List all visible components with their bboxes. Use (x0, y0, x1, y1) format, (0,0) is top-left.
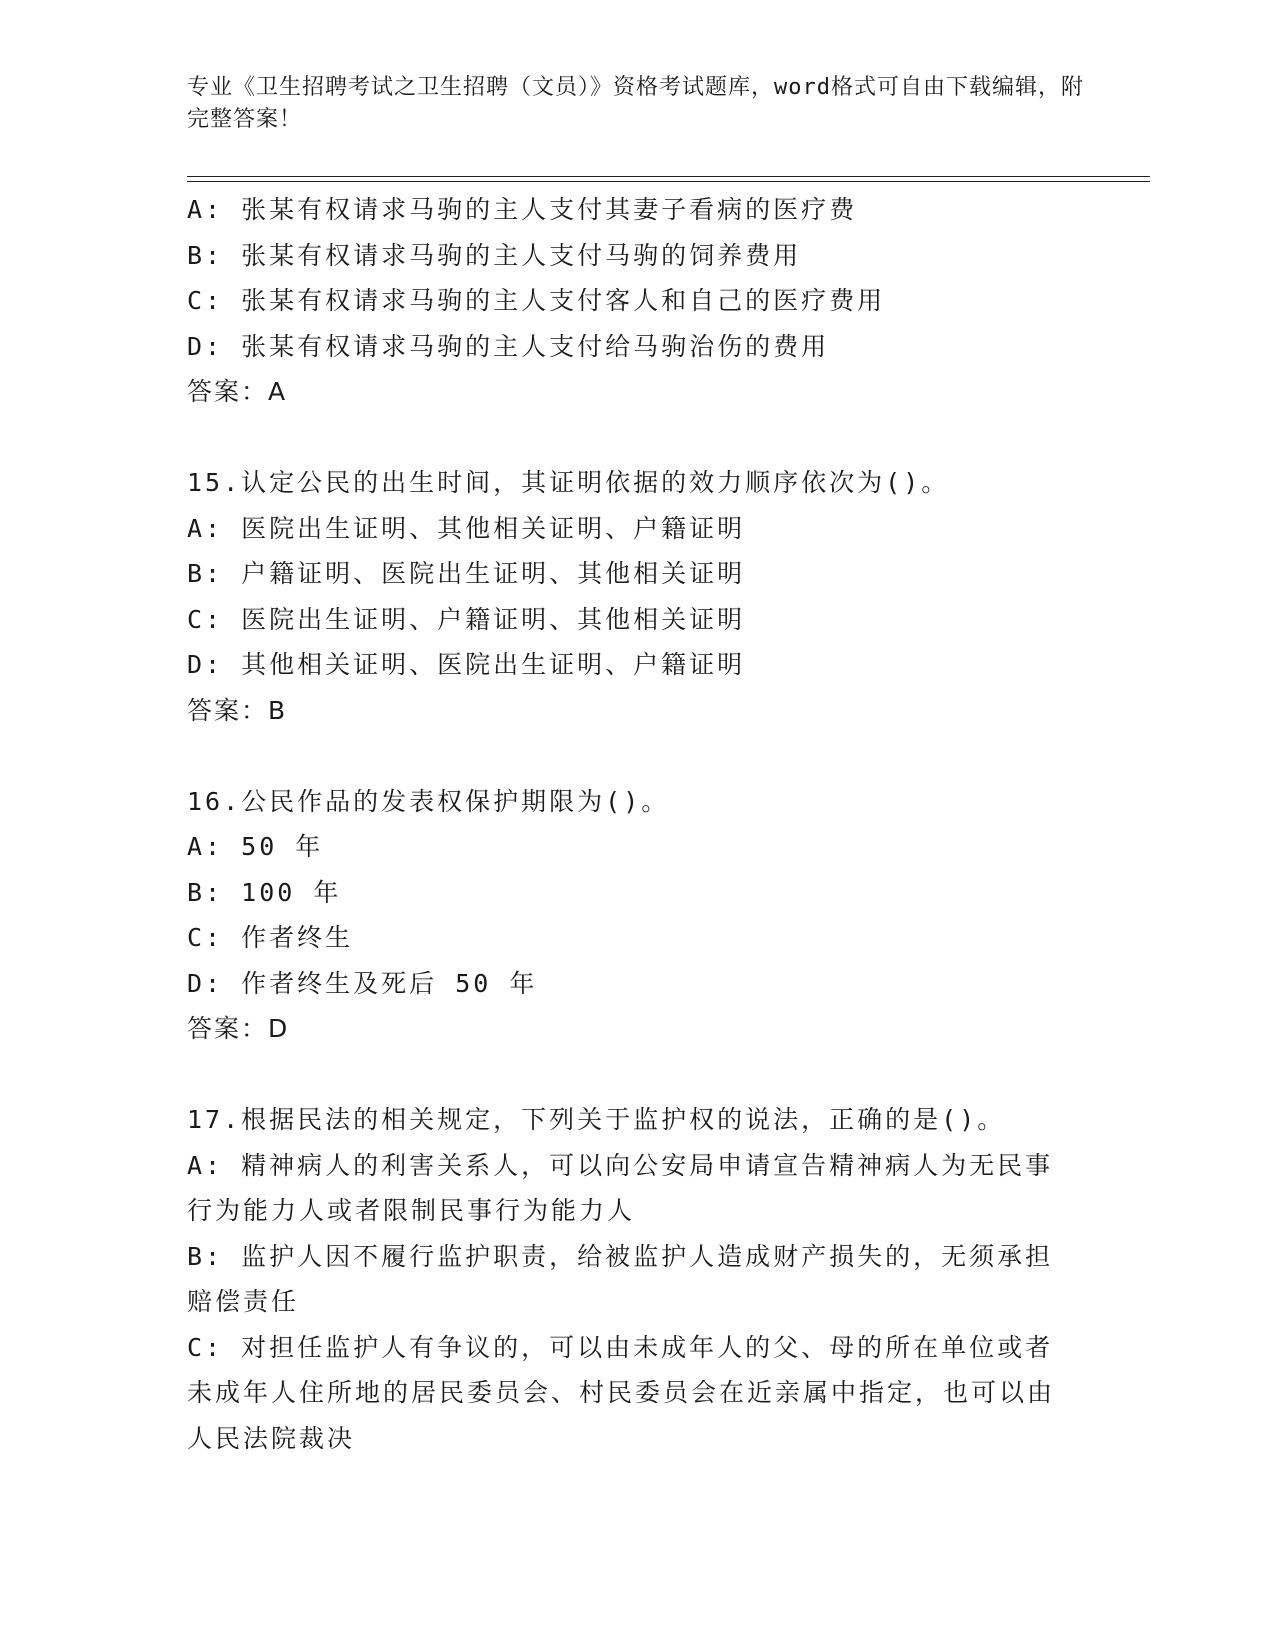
question-content (187, 187, 1067, 1461)
option-b: B: 张某有权请求马驹的主人支付马驹的饲养费用 (187, 240, 802, 270)
question-17 (187, 1097, 1067, 1461)
answer: 答案：D (187, 1014, 290, 1043)
question-14-tail (187, 187, 1067, 415)
document-header: 专业《卫生招聘考试之卫生招聘（文员）》资格考试题库，word格式可自由下载编辑，附完整答案！ (187, 75, 1084, 132)
question-stem: 15.认定公民的出生时间，其证明依据的效力顺序依次为()。 (187, 468, 950, 497)
option-c: C: 张某有权请求马驹的主人支付客人和自己的医疗费用 (187, 286, 886, 315)
option-d: D: 张某有权请求马驹的主人支付给马驹治伤的费用 (187, 331, 830, 361)
option-c: C: 对担任监护人有争议的，可以由未成年人的父、母的所在单位或者未成年人住所地的居民委员会、村民委员会在近亲属中指定，也可以由人民法院裁决 (187, 1332, 1056, 1453)
question-stem: 16.公民作品的发表权保护期限为()。 (187, 786, 670, 816)
option-d: D: 作者终生及死后 50 年 (187, 968, 538, 998)
question-16 (187, 779, 1067, 1052)
option-c: C: 医院出生证明、户籍证明、其他相关证明 (187, 604, 746, 634)
option-a: A: 医院出生证明、其他相关证明、户籍证明 (187, 513, 746, 543)
option-a: A: 50 年 (187, 832, 324, 861)
question-15 (187, 460, 1067, 733)
option-d: D: 其他相关证明、医院出生证明、户籍证明 (187, 650, 746, 679)
answer: 答案：A (187, 377, 288, 406)
option-c: C: 作者终生 (187, 923, 354, 952)
option-b: B: 户籍证明、医院出生证明、其他相关证明 (187, 559, 746, 588)
header-divider-bottom (187, 181, 1150, 182)
option-b: B: 100 年 (187, 877, 342, 907)
option-a: A: 精神病人的利害关系人，可以向公安局申请宣告精神病人为无民事行为能力人或者限制民事行为能力人 (187, 1150, 1054, 1225)
question-stem: 17.根据民法的相关规定，下列关于监护权的说法，正确的是()。 (187, 1105, 1006, 1134)
header-divider-top (187, 176, 1150, 177)
option-a: A: 张某有权请求马驹的主人支付其妻子看病的医疗费 (187, 195, 858, 224)
option-b: B: 监护人因不履行监护职责，给被监护人造成财产损失的，无须承担赔偿责任 (187, 1241, 1054, 1316)
answer: 答案：B (187, 695, 288, 725)
